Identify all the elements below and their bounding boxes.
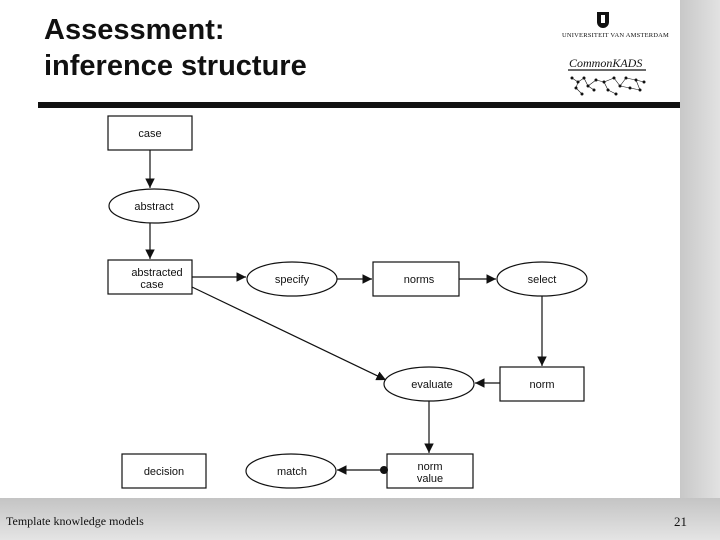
match-label: match	[277, 466, 307, 478]
university-logo-text: UNIVERSITEIT VAN AMSTERDAM	[562, 32, 670, 39]
case-label: case	[138, 128, 162, 140]
slide-title-line-1: Assessment:	[44, 14, 225, 46]
edge-norm-value-to-match-dot	[380, 466, 388, 474]
norms-label: norms	[403, 274, 435, 286]
decision-label: decision	[143, 466, 185, 478]
edge-abstracted-case-to-evaluate	[192, 287, 386, 380]
evaluate-label: evaluate	[411, 379, 453, 391]
footer-text: Template knowledge models	[6, 514, 144, 528]
commonkads-logo-text: CommonKADS	[569, 56, 643, 70]
abstracted-case-label-line-2: case	[140, 279, 164, 291]
abstracted-case-label-line-1: abstracted	[131, 267, 183, 279]
select-label: select	[527, 274, 557, 286]
slide-title-line-2: inference structure	[44, 50, 307, 82]
norm-label: norm	[529, 379, 555, 391]
page-number: 21	[674, 514, 687, 529]
norm-value-label-line-1: norm	[417, 461, 443, 473]
specify-label: specify	[274, 274, 310, 286]
norm-value-label-line-2: value	[416, 473, 444, 485]
abstract-label: abstract	[134, 201, 174, 213]
